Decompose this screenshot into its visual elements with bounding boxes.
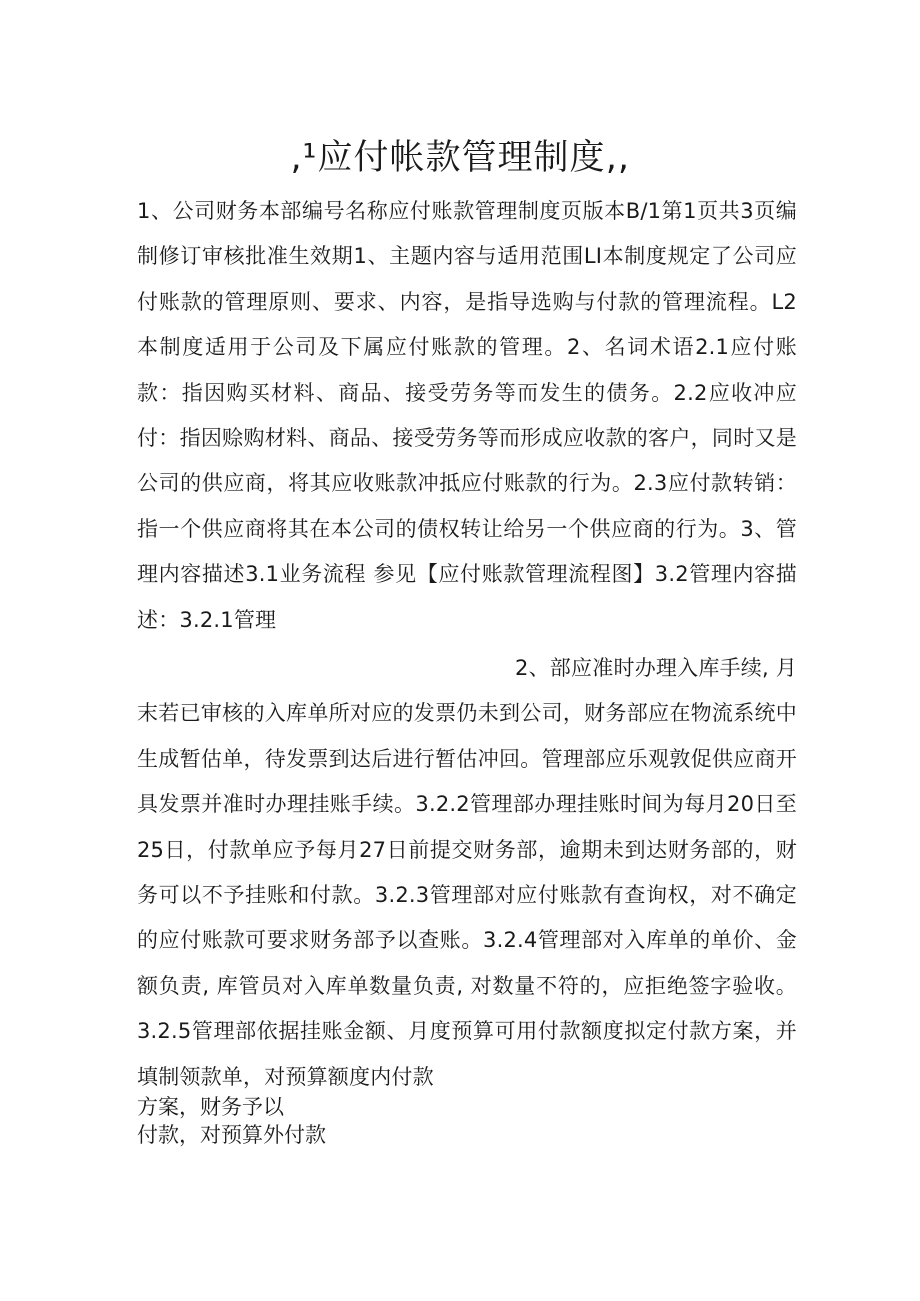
tail-line-2: 付款，对预算外付款	[137, 1123, 326, 1147]
document-title: ‚¹应付帐款管理制度‚‚	[290, 138, 630, 178]
body-paragraph-1: 1、公司财务本部编号名称应付账款管理制度页版本B/1第1页共3页编制修订审核批准生效期1、主题内容与适用范围LI本制度规定了公司应付账款的管理原则、要求、内容，是指导选购与付款的管理流程。L2本制度适用于公司及下属应付账款的管理。2、名词术语2.1应付账款：指因购买材料、商品、接受劳务等而发生的债务。2.2应收冲应付：指因赊购材料、商品、接受劳务等而形成应收款的客户，同时又是公司的供应商，将其应收账款冲抵应付账款的行为。2.3应付款转销：指一个供应商将其在本公司的债权转让给另一个供应商的行为。3、管理内容描述3.1业务流程 参见【应付账款管理流程图】3.2管理内容描述：3.2.1管理	[137, 199, 797, 632]
tail-line-1: 方案，财务予以	[137, 1095, 284, 1119]
body-paragraph-2: 2、部应准时办理入库手续, 月末若已审核的入库单所对应的发票仍未到公司，财务部应在物流系统中生成暂估单，待发票到达后进行暂估冲回。管理部应乐观敦促供应商开具发票并准时办理挂账手续。3.2.2管理部办理挂账时间为每月20日至25日，付款单应予每月27日前提交财务部，逾期未到达财务部的，财务可以不予挂账和付款。3.2.3管理部对应付账款有查询权，对不确定的应付账款可要求财务部予以查账。3.2.4管理部对入库单的单价、金额负责, 库管员对入库单数量负责, 对数量不符的，应拒绝签字验收。3.2.5管理部依据挂账金额、月度预算可用付款额度拟定付款方案，并填制领款单，对预算额度内付款	[137, 656, 797, 1089]
